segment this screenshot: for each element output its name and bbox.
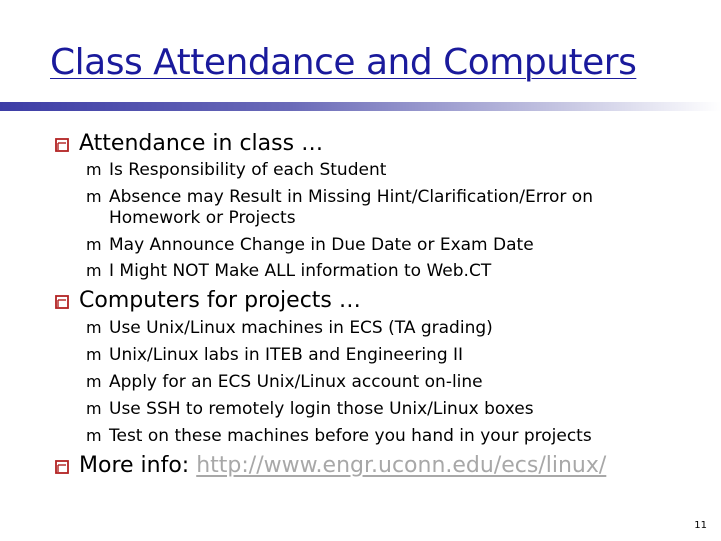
bullet-label: More info: bbox=[79, 453, 197, 478]
round-bullet-icon: m bbox=[86, 399, 102, 418]
sub-item-text: Use SSH to remotely login those Unix/Linux boxes bbox=[109, 399, 534, 419]
round-bullet-icon: m bbox=[86, 160, 102, 179]
sub-item-text: Apply for an ECS Unix/Linux account on-line bbox=[109, 372, 483, 392]
sub-item-text: May Announce Change in Due Date or Exam Date bbox=[109, 235, 534, 255]
round-bullet-icon: m bbox=[86, 345, 102, 364]
more-info-line bbox=[79, 452, 606, 480]
round-bullet-icon: m bbox=[86, 187, 102, 206]
round-bullet-icon: m bbox=[86, 318, 102, 337]
sub-item-text: Unix/Linux labs in ITEB and Engineering II bbox=[109, 345, 464, 365]
round-bullet-icon: m bbox=[86, 261, 102, 280]
sub-item-text: Homework or Projects bbox=[109, 208, 296, 228]
square-bullet-icon bbox=[55, 138, 69, 152]
round-bullet-icon: m bbox=[86, 235, 102, 254]
sub-item-text: Use Unix/Linux machines in ECS (TA grading) bbox=[109, 318, 493, 338]
page-number: 11 bbox=[694, 520, 707, 531]
bullet-label: Computers for projects … bbox=[79, 288, 361, 313]
round-bullet-icon: m bbox=[86, 372, 102, 391]
title-divider bbox=[0, 102, 721, 111]
slide-title: Class Attendance and Computers bbox=[50, 42, 637, 83]
bullet-label: Attendance in class … bbox=[79, 131, 324, 156]
ecs-linux-link[interactable]: http://www.engr.uconn.edu/ecs/linux/ bbox=[196, 453, 607, 478]
sub-item-text: I Might NOT Make ALL information to Web.CT bbox=[109, 261, 492, 281]
square-bullet-icon bbox=[55, 460, 69, 474]
sub-item-text: Absence may Result in Missing Hint/Clarification/Error on bbox=[109, 187, 593, 207]
round-bullet-icon: m bbox=[86, 426, 102, 445]
sub-item-text: Is Responsibility of each Student bbox=[109, 160, 387, 180]
square-bullet-icon bbox=[55, 295, 69, 309]
sub-item-text: Test on these machines before you hand in your projects bbox=[109, 426, 592, 446]
